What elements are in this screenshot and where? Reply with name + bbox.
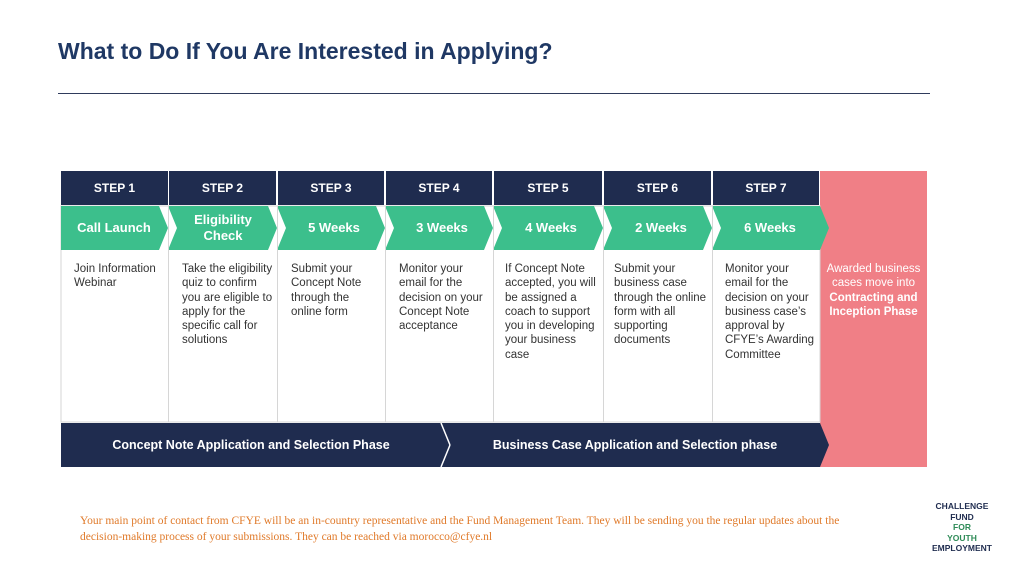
step-5-label: 4 Weeks <box>525 220 577 235</box>
business-phase-label: Business Case Application and Selection phase <box>492 438 778 452</box>
step-4-description: Monitor your email for the decision on your Concept Note acceptance <box>399 263 483 333</box>
awarded-text <box>826 262 921 319</box>
awarded-text-phase: Contracting and Inception Phase <box>829 291 918 318</box>
column-divider <box>277 206 278 422</box>
column-divider <box>712 206 713 422</box>
step-2-description: Take the eligibility quiz to confirm you are eligible to apply for the specific call for solutions <box>182 263 273 347</box>
column-divider <box>168 206 169 422</box>
step-3-header: STEP 3 <box>278 171 384 205</box>
column-divider <box>385 206 386 422</box>
step-4-label: 3 Weeks <box>416 220 468 235</box>
column-divider <box>603 206 604 422</box>
step-1-label: Call Launch <box>77 220 151 235</box>
step-2-header: STEP 2 <box>169 171 276 205</box>
step-5-description: If Concept Note accepted, you will be assigned a coach to support you in developing your business case <box>505 263 596 361</box>
step-2-label: Eligibility Check <box>194 212 252 243</box>
step-1-header: STEP 1 <box>61 171 168 205</box>
cfye-logo: CHALLENGE FUND FOR YOUTH EMPLOYMENT <box>932 501 992 553</box>
concept-phase-label: Concept Note Application and Selection Phase <box>112 438 390 452</box>
step-5-header: STEP 5 <box>494 171 602 205</box>
step-3-description: Submit your Concept Note through the online form <box>291 263 362 318</box>
step-6-header: STEP 6 <box>604 171 711 205</box>
step-3-label: 5 Weeks <box>308 220 360 235</box>
awarded-text-intro: Awarded business cases move into <box>826 263 921 290</box>
step-1-description: Join Information Webinar <box>74 263 156 290</box>
step-4-header: STEP 4 <box>386 171 492 205</box>
step-7-label: 6 Weeks <box>744 220 796 235</box>
step-6-description: Submit your business case through the online form with all supporting documents <box>614 263 707 347</box>
step-7-description: Monitor your email for the decision on your business case’s approval by CFYE’s Awarding Committee <box>725 263 815 361</box>
column-divider <box>493 206 494 422</box>
page-title: What to Do If You Are Interested in Applying? <box>58 38 553 64</box>
footer-note: Your main point of contact from CFYE will be an in-country representative and the Fund Management Team. They will be sending you the regular updates about the decision-making process of your submissions. They can be reached via morocco@cfye.nl <box>80 515 840 543</box>
step-6-label: 2 Weeks <box>635 220 687 235</box>
step-7-header: STEP 7 <box>713 171 819 205</box>
